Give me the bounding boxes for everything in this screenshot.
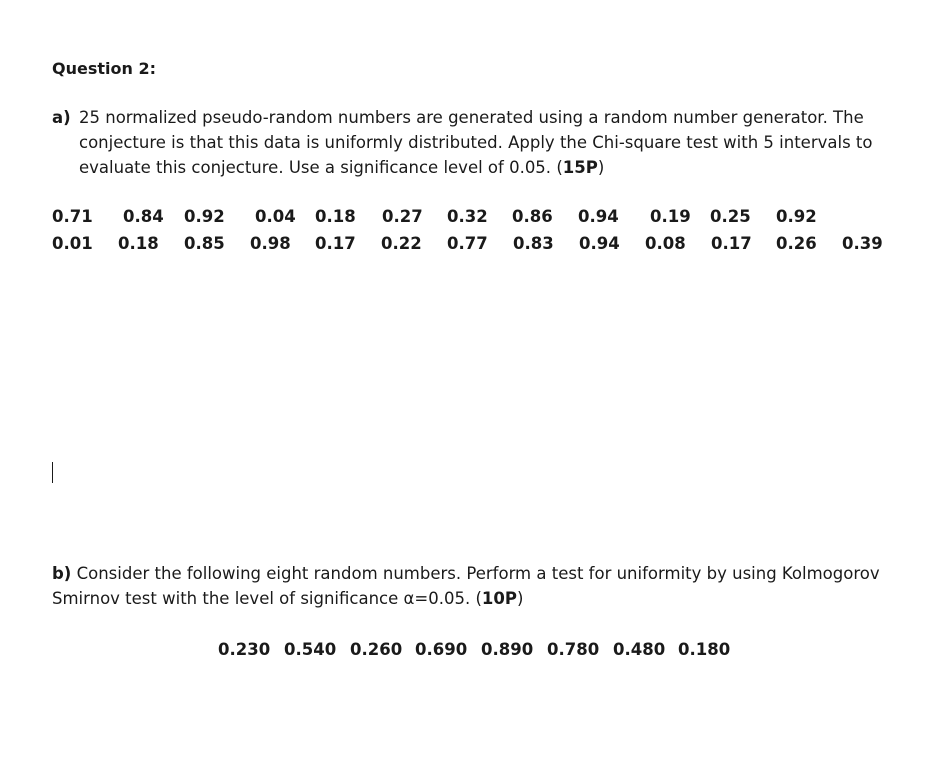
part-b-points-close: )	[516, 589, 524, 608]
number-cell: 0.17	[315, 234, 356, 253]
number-cell: 0.39	[842, 234, 883, 253]
number-cell: 0.25	[710, 207, 751, 226]
part-a-text-block	[79, 105, 892, 180]
part-b-label: b)	[52, 564, 72, 583]
number-cell: 0.86	[512, 207, 553, 226]
number-cell: 0.230	[218, 640, 271, 659]
number-cell: 0.04	[255, 207, 296, 226]
part-b-points-open: (	[475, 589, 482, 608]
number-cell: 0.780	[547, 640, 600, 659]
number-cell: 0.890	[481, 640, 534, 659]
number-cell: 0.01	[52, 234, 93, 253]
part-a-points-close: )	[597, 158, 605, 177]
number-cell: 0.19	[650, 207, 691, 226]
part-a	[52, 105, 892, 180]
number-cell: 0.94	[578, 207, 619, 226]
part-a-points-open: (	[556, 158, 563, 177]
question-heading: Question 2:	[52, 59, 156, 78]
number-cell: 0.84	[123, 207, 164, 226]
number-cell: 0.98	[250, 234, 291, 253]
number-cell: 0.77	[447, 234, 488, 253]
number-cell: 0.180	[678, 640, 731, 659]
number-cell: 0.18	[315, 207, 356, 226]
text-cursor	[52, 462, 53, 483]
part-a-points: 15P	[562, 158, 598, 177]
part-a-text: 25 normalized pseudo-random numbers are generated using a random number generator. The conjecture is that this data is uniformly distributed. Apply the Chi-square test with 5 intervals to evaluate this conjecture. Use a significance level of 0.05.	[79, 108, 873, 177]
number-cell: 0.17	[711, 234, 752, 253]
number-cell: 0.27	[382, 207, 423, 226]
number-cell: 0.32	[447, 207, 488, 226]
number-cell: 0.26	[776, 234, 817, 253]
number-cell: 0.85	[184, 234, 225, 253]
number-cell: 0.83	[513, 234, 554, 253]
number-cell: 0.92	[184, 207, 225, 226]
number-cell: 0.22	[381, 234, 422, 253]
number-cell: 0.480	[613, 640, 666, 659]
number-cell: 0.71	[52, 207, 93, 226]
part-b-points: 10P	[481, 589, 517, 608]
part-b	[52, 561, 912, 611]
number-cell: 0.690	[415, 640, 468, 659]
number-cell: 0.18	[118, 234, 159, 253]
number-cell: 0.92	[776, 207, 817, 226]
number-cell: 0.260	[350, 640, 403, 659]
number-cell: 0.540	[284, 640, 337, 659]
number-cell: 0.08	[645, 234, 686, 253]
part-b-text: Consider the following eight random numbers. Perform a test for uniformity by using Kolmogorov Smirnov test with the level of significance α=0.05.	[52, 564, 880, 608]
number-cell: 0.94	[579, 234, 620, 253]
part-a-label: a)	[52, 108, 71, 127]
